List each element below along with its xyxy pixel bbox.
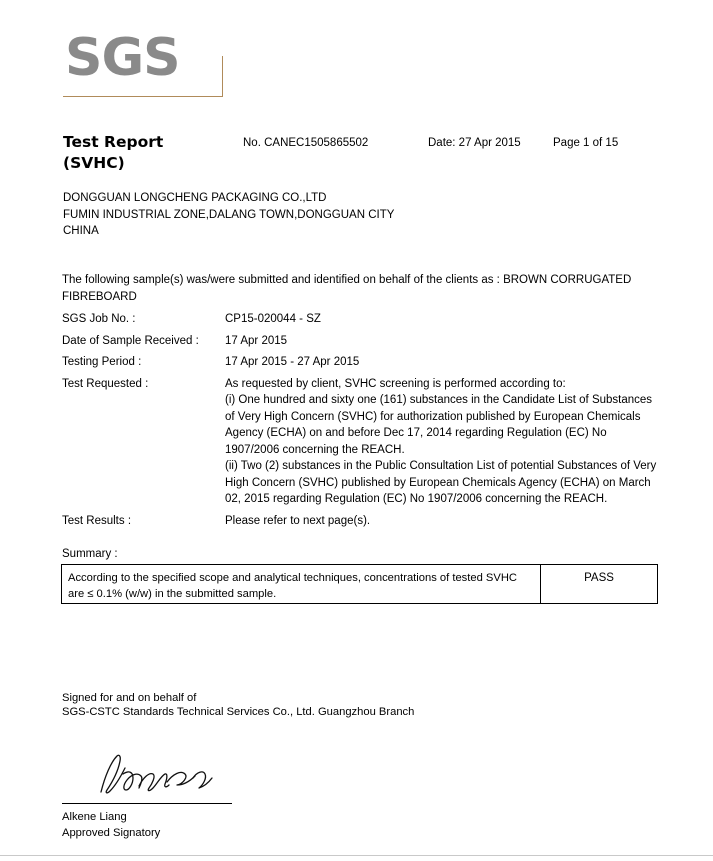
signed-for-block: [62, 692, 414, 719]
signer-title: Approved Signatory: [62, 827, 161, 839]
field-list: [62, 311, 662, 534]
client-address-line2: FUMIN INDUSTRIAL ZONE,DALANG TOWN,DONGGUAN CITY: [63, 208, 395, 221]
signed-for-line1: Signed for and on behalf of: [62, 692, 197, 704]
field-label: Testing Period :: [62, 356, 142, 368]
field-row-date-received: [62, 333, 662, 350]
field-label: Test Results :: [62, 514, 132, 527]
field-label: Date of Sample Received :: [62, 334, 199, 347]
header-meta: [243, 132, 618, 151]
client-address: [63, 190, 663, 240]
summary-result-badge: PASS: [540, 565, 657, 603]
summary-text: According to the specified scope and analytical techniques, concentrations of tested SVHC are ≤ 0.1% (w/w) in the submitted sample.: [68, 572, 518, 600]
field-row-test-requested: [62, 376, 662, 508]
page-number: Page 1 of 15: [553, 137, 619, 149]
signer-block: [62, 809, 160, 841]
field-row-test-results: [62, 513, 662, 530]
test-requested-paragraph-2: (ii) Two (2) substances in the Public Consultation List of potential Substances of Very High Concern (SVHC) published by European Chemicals Agency (ECHA) on March 02, 2015 regarding Regulation (EC) No 1907/2006 concerning the REACH.: [225, 460, 657, 505]
client-address-line3: CHINA: [63, 225, 99, 237]
test-requested-intro: As requested by client, SVHC screening is performed according to:: [225, 377, 566, 390]
sgs-logo: [63, 30, 223, 102]
report-date: Date: 27 Apr 2015: [428, 137, 521, 149]
page-title: [63, 132, 243, 174]
page-title-line2: (SVHC): [63, 154, 125, 172]
summary-label: Summary :: [62, 548, 118, 560]
sgs-logo-text: SGS: [65, 28, 180, 88]
summary-box: [61, 564, 658, 604]
footer-divider: [0, 855, 713, 856]
field-label: SGS Job No. :: [62, 313, 136, 325]
logo-vertical-rule: [222, 56, 223, 97]
page-title-line1: Test Report: [63, 133, 164, 151]
field-value: 17 Apr 2015 - 27 Apr 2015: [225, 356, 360, 368]
logo-horizontal-rule: [63, 96, 223, 97]
report-header: [63, 132, 653, 174]
client-name: DONGGUAN LONGCHENG PACKAGING CO.,LTD: [63, 192, 327, 204]
field-value: CP15-020044 - SZ: [225, 313, 321, 325]
handwritten-signature-icon: [95, 752, 215, 798]
sample-intro: The following sample(s) was/were submitted and identified on behalf of the clients as : BROWN CORRUGATED FIBREBOARD: [62, 274, 632, 303]
field-value-group: [225, 376, 662, 508]
signed-for-line2: SGS-CSTC Standards Technical Services Co., Ltd. Guangzhou Branch: [62, 705, 415, 718]
test-requested-paragraph-1: (i) One hundred and sixty one (161) substances in the Candidate List of Substances of Very High Concern (SVHC) for authorization published by European Chemicals Agency (ECHA) on and before Dec 17, 2014 regarding Regulation (EC) No 1907/2006 concerning the REACH.: [225, 394, 653, 456]
field-value: Please refer to next page(s).: [225, 514, 371, 527]
field-row-job-no: [62, 311, 662, 328]
report-number: No. CANEC1505865502: [243, 137, 369, 149]
field-row-testing-period: [62, 354, 662, 371]
signer-name: Alkene Liang: [62, 811, 127, 823]
field-value: 17 Apr 2015: [225, 334, 288, 347]
field-label: Test Requested :: [62, 377, 149, 390]
signature-line: [62, 803, 232, 804]
